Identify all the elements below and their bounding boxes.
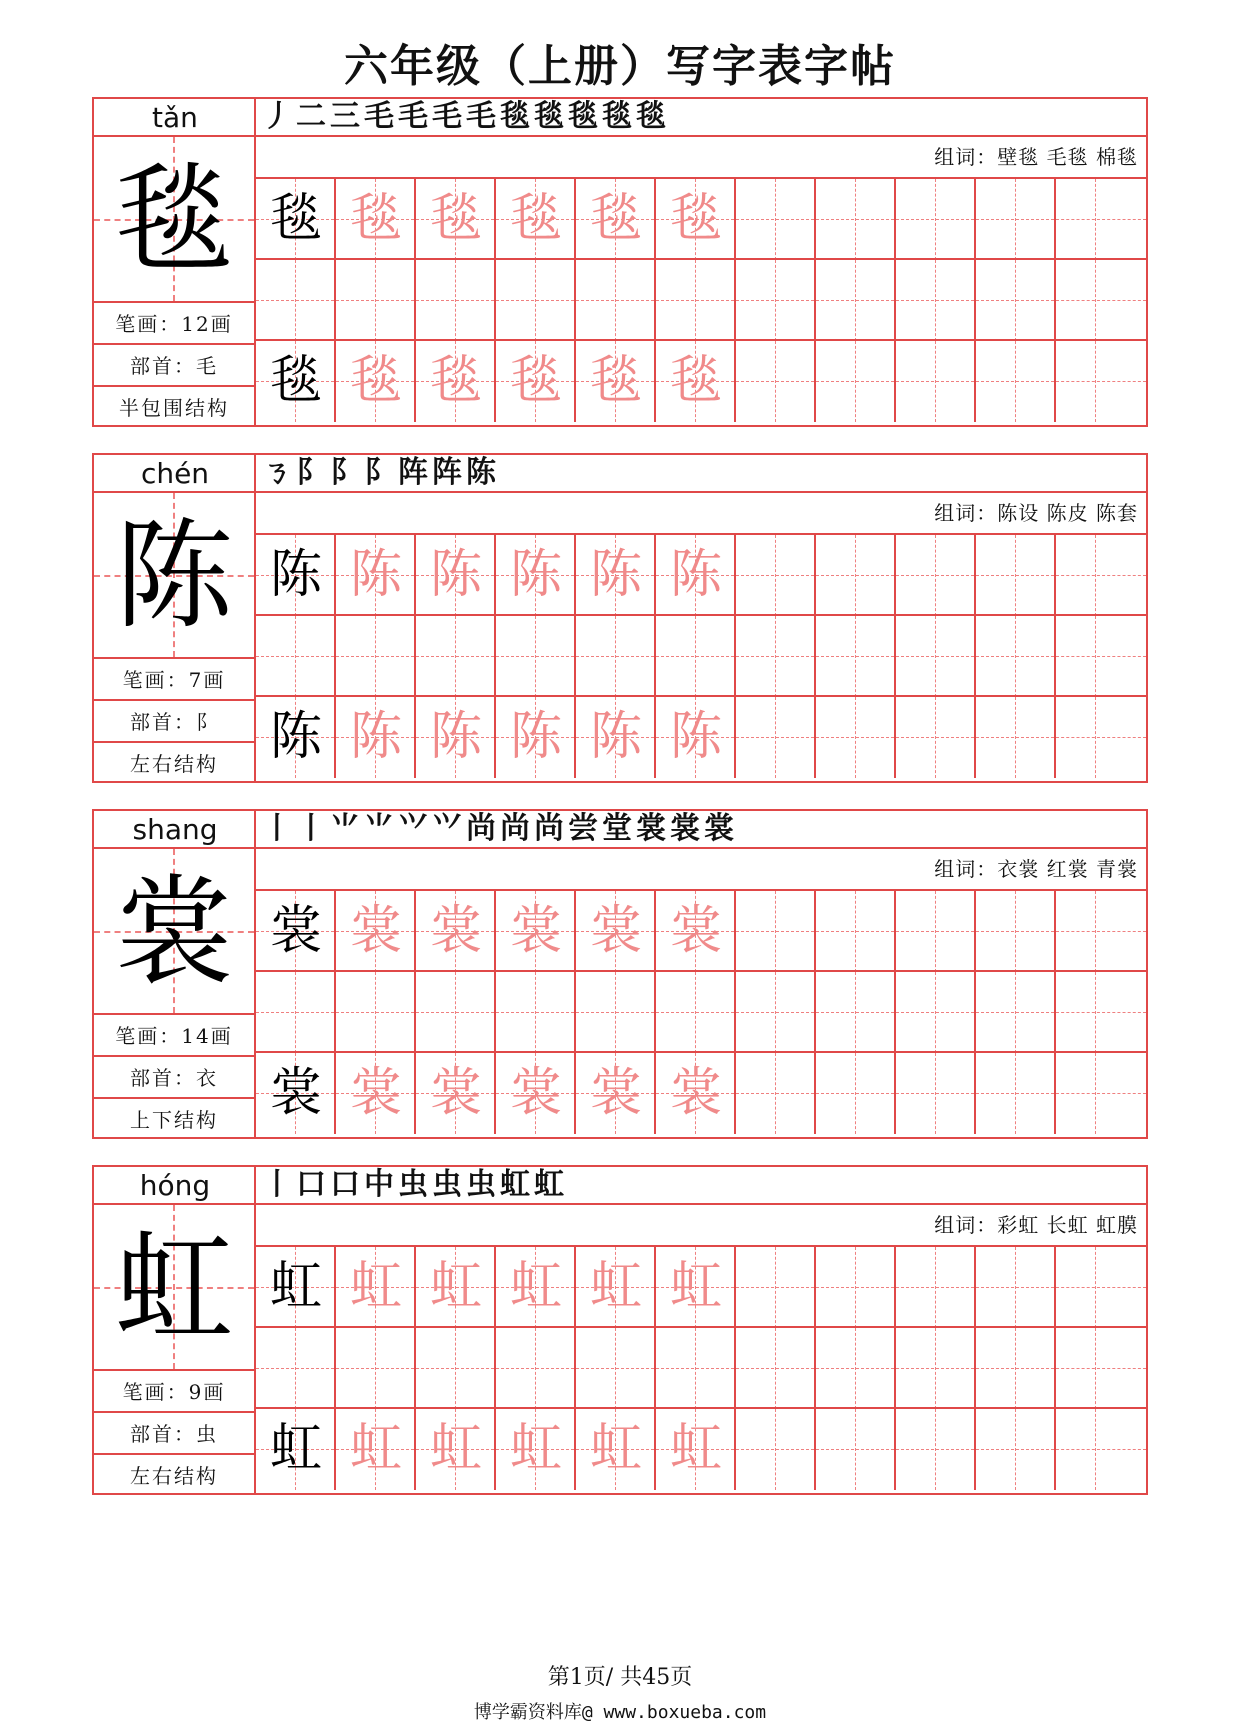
practice-row xyxy=(256,1053,1146,1134)
model-character: 陈 xyxy=(269,545,322,605)
char-block xyxy=(92,809,1148,1139)
practice-cell[interactable] xyxy=(896,616,976,697)
practice-cell[interactable] xyxy=(976,891,1056,972)
trace-character: 毯 xyxy=(429,351,482,411)
pinyin: shang xyxy=(94,811,256,849)
pinyin: tǎn xyxy=(94,99,256,137)
big-char-box xyxy=(94,1205,254,1371)
practice-cell[interactable] xyxy=(976,260,1056,341)
model-character: 裳 xyxy=(269,1063,322,1123)
practice-cell[interactable] xyxy=(816,1247,896,1328)
practice-cell[interactable] xyxy=(416,535,496,616)
word-examples: 组词：陈设 陈皮 陈套 xyxy=(256,493,1146,535)
trace-character: 虹 xyxy=(669,1257,722,1317)
practice-cell[interactable] xyxy=(816,1328,896,1409)
stroke-count: 笔画：12画 xyxy=(94,303,254,345)
practice-cell[interactable] xyxy=(976,1247,1056,1328)
practice-row xyxy=(256,1247,1146,1328)
practice-row xyxy=(256,697,1146,778)
trace-character: 陈 xyxy=(429,707,482,767)
trace-character: 毯 xyxy=(509,189,562,249)
practice-cell[interactable] xyxy=(576,1409,656,1490)
trace-character: 陈 xyxy=(669,707,722,767)
stroke-step: ⺌ xyxy=(330,811,360,846)
practice-cell[interactable] xyxy=(896,260,976,341)
trace-character: 陈 xyxy=(509,707,562,767)
practice-cell[interactable] xyxy=(896,1328,976,1409)
practice-cell[interactable] xyxy=(336,972,416,1053)
pinyin: hóng xyxy=(94,1167,256,1205)
trace-character: 陈 xyxy=(509,545,562,605)
practice-cell[interactable] xyxy=(336,891,416,972)
practice-cell[interactable] xyxy=(576,697,656,778)
stroke-step: 毯 xyxy=(636,99,666,134)
practice-cell[interactable] xyxy=(736,1247,816,1328)
practice-cell[interactable] xyxy=(976,972,1056,1053)
practice-cell[interactable] xyxy=(656,260,736,341)
practice-cell[interactable] xyxy=(816,341,896,422)
practice-cell[interactable] xyxy=(816,535,896,616)
trace-character: 毯 xyxy=(429,189,482,249)
practice-cell[interactable] xyxy=(736,891,816,972)
stroke-step: 裳 xyxy=(704,811,734,846)
practice-cell[interactable] xyxy=(896,1053,976,1134)
practice-cell[interactable] xyxy=(816,179,896,260)
practice-cell[interactable] xyxy=(976,179,1056,260)
practice-cell[interactable] xyxy=(496,891,576,972)
practice-cell[interactable] xyxy=(896,341,976,422)
stroke-step: 陈 xyxy=(466,455,496,490)
practice-cell[interactable] xyxy=(576,891,656,972)
practice-cell[interactable] xyxy=(896,1247,976,1328)
word-examples: 组词：衣裳 红裳 青裳 xyxy=(256,849,1146,891)
practice-cell[interactable] xyxy=(336,1247,416,1328)
model-character: 裳 xyxy=(269,901,322,961)
practice-cell[interactable] xyxy=(1056,697,1146,778)
practice-cell[interactable] xyxy=(656,1247,736,1328)
stroke-step: 裳 xyxy=(670,811,700,846)
trace-character: 裳 xyxy=(429,901,482,961)
stroke-step: 毛 xyxy=(398,99,428,134)
trace-character: 毯 xyxy=(349,189,402,249)
stroke-step: 口 xyxy=(330,1167,360,1202)
radical: 部首：虫 xyxy=(94,1413,254,1455)
stroke-step: 毯 xyxy=(602,99,632,134)
practice-cell[interactable] xyxy=(576,179,656,260)
practice-cell[interactable] xyxy=(576,1328,656,1409)
stroke-step: 二 xyxy=(296,99,326,134)
trace-character: 毯 xyxy=(589,189,642,249)
practice-cell[interactable] xyxy=(656,972,736,1053)
practice-cell[interactable] xyxy=(496,697,576,778)
big-character: 毯 xyxy=(114,151,233,289)
practice-row xyxy=(256,972,1146,1053)
practice-cell[interactable] xyxy=(576,260,656,341)
practice-cell[interactable] xyxy=(736,1409,816,1490)
pinyin: chén xyxy=(94,455,256,493)
practice-cell[interactable] xyxy=(256,697,336,778)
practice-cell[interactable] xyxy=(416,1409,496,1490)
trace-character: 裳 xyxy=(349,901,402,961)
stroke-step: 毛 xyxy=(466,99,496,134)
stroke-step: 尝 xyxy=(568,811,598,846)
practice-cell[interactable] xyxy=(896,1409,976,1490)
practice-cell[interactable] xyxy=(816,616,896,697)
practice-cell[interactable] xyxy=(256,616,336,697)
stroke-step: 口 xyxy=(296,1167,326,1202)
practice-cell[interactable] xyxy=(1056,616,1146,697)
practice-cell[interactable] xyxy=(576,972,656,1053)
practice-cell[interactable] xyxy=(816,1053,896,1134)
trace-character: 裳 xyxy=(429,1063,482,1123)
trace-character: 裳 xyxy=(349,1063,402,1123)
radical: 部首：阝 xyxy=(94,701,254,743)
trace-character: 陈 xyxy=(429,545,482,605)
stroke-step: ⺌ xyxy=(364,811,394,846)
trace-character: 裳 xyxy=(669,1063,722,1123)
trace-character: 虹 xyxy=(669,1419,722,1479)
practice-cell[interactable] xyxy=(336,1328,416,1409)
practice-area xyxy=(256,1167,1146,1493)
stroke-step: 阵 xyxy=(398,455,428,490)
trace-character: 虹 xyxy=(429,1419,482,1479)
trace-character: 陈 xyxy=(349,707,402,767)
practice-cell[interactable] xyxy=(256,972,336,1053)
practice-cell[interactable] xyxy=(736,179,816,260)
stroke-step: 阝 xyxy=(296,455,326,490)
practice-cell[interactable] xyxy=(896,697,976,778)
stroke-step: 虫 xyxy=(398,1167,428,1202)
practice-cell[interactable] xyxy=(496,341,576,422)
trace-character: 裳 xyxy=(589,1063,642,1123)
practice-cell[interactable] xyxy=(976,1409,1056,1490)
practice-cell[interactable] xyxy=(736,535,816,616)
stroke-count: 笔画：14画 xyxy=(94,1015,254,1057)
practice-cell[interactable] xyxy=(976,341,1056,422)
practice-cell[interactable] xyxy=(816,1409,896,1490)
practice-cell[interactable] xyxy=(256,1328,336,1409)
stroke-step: 中 xyxy=(364,1167,394,1202)
practice-cell[interactable] xyxy=(816,891,896,972)
practice-cell[interactable] xyxy=(496,1409,576,1490)
trace-character: 虹 xyxy=(349,1257,402,1317)
practice-cell[interactable] xyxy=(496,260,576,341)
practice-cell[interactable] xyxy=(496,972,576,1053)
trace-character: 陈 xyxy=(349,545,402,605)
structure: 半包围结构 xyxy=(119,396,229,420)
stroke-step: 尚 xyxy=(534,811,564,846)
practice-area xyxy=(256,811,1146,1137)
practice-cell[interactable] xyxy=(816,260,896,341)
practice-cell[interactable] xyxy=(1056,1409,1146,1490)
trace-character: 毯 xyxy=(349,351,402,411)
practice-cell[interactable] xyxy=(256,1053,336,1134)
practice-cell[interactable] xyxy=(416,260,496,341)
practice-cell[interactable] xyxy=(576,535,656,616)
practice-cell[interactable] xyxy=(416,616,496,697)
practice-cell[interactable] xyxy=(416,972,496,1053)
practice-cell[interactable] xyxy=(656,697,736,778)
practice-cell[interactable] xyxy=(256,341,336,422)
practice-cell[interactable] xyxy=(736,260,816,341)
page-number: 第1页/ 共45页 xyxy=(547,1665,693,1690)
stroke-step: 虹 xyxy=(534,1167,564,1202)
structure: 左右结构 xyxy=(130,752,218,776)
practice-row xyxy=(256,891,1146,972)
practice-cell[interactable] xyxy=(1056,972,1146,1053)
practice-cell[interactable] xyxy=(976,535,1056,616)
stroke-step: ㄋ xyxy=(262,455,292,490)
structure: 上下结构 xyxy=(130,1108,218,1132)
trace-character: 毯 xyxy=(669,189,722,249)
char-info-panel xyxy=(94,1167,256,1493)
word-examples: 组词：彩虹 长虹 虹膜 xyxy=(256,1205,1146,1247)
practice-cell[interactable] xyxy=(256,179,336,260)
trace-character: 虹 xyxy=(589,1419,642,1479)
stroke-step: 阵 xyxy=(432,455,462,490)
structure: 左右结构 xyxy=(130,1464,218,1488)
practice-cell[interactable] xyxy=(736,341,816,422)
stroke-step: 毯 xyxy=(534,99,564,134)
practice-cell[interactable] xyxy=(256,891,336,972)
practice-cell[interactable] xyxy=(416,179,496,260)
trace-character: 虹 xyxy=(349,1419,402,1479)
trace-character: 陈 xyxy=(589,545,642,605)
practice-cell[interactable] xyxy=(1056,1328,1146,1409)
char-block xyxy=(92,1165,1148,1495)
practice-cell[interactable] xyxy=(496,535,576,616)
big-char-box xyxy=(94,137,254,303)
trace-character: 裳 xyxy=(589,901,642,961)
trace-character: 毯 xyxy=(509,351,562,411)
trace-character: 裳 xyxy=(509,901,562,961)
stroke-step: 虹 xyxy=(500,1167,530,1202)
practice-cell[interactable] xyxy=(896,891,976,972)
stroke-step: 丨 xyxy=(296,811,326,846)
practice-cell[interactable] xyxy=(496,1053,576,1134)
practice-cell[interactable] xyxy=(336,341,416,422)
stroke-order-row xyxy=(256,455,1146,493)
practice-cell[interactable] xyxy=(416,1247,496,1328)
stroke-step: 毛 xyxy=(432,99,462,134)
practice-cell[interactable] xyxy=(416,891,496,972)
practice-cell[interactable] xyxy=(1056,341,1146,422)
practice-cell[interactable] xyxy=(976,1053,1056,1134)
practice-cell[interactable] xyxy=(1056,891,1146,972)
practice-cell[interactable] xyxy=(656,1409,736,1490)
practice-cell[interactable] xyxy=(816,697,896,778)
practice-cell[interactable] xyxy=(656,891,736,972)
stroke-step: 三 xyxy=(330,99,360,134)
practice-cell[interactable] xyxy=(576,1053,656,1134)
practice-cell[interactable] xyxy=(1056,260,1146,341)
stroke-step: 毛 xyxy=(364,99,394,134)
practice-cell[interactable] xyxy=(416,1328,496,1409)
practice-cell[interactable] xyxy=(256,1247,336,1328)
practice-cell[interactable] xyxy=(816,972,896,1053)
char-info-panel xyxy=(94,455,256,781)
big-char-box xyxy=(94,493,254,659)
char-block xyxy=(92,97,1148,427)
trace-character: 陈 xyxy=(589,707,642,767)
practice-cell[interactable] xyxy=(736,616,816,697)
practice-cell[interactable] xyxy=(1056,535,1146,616)
stroke-step: 尚 xyxy=(466,811,496,846)
practice-row xyxy=(256,179,1146,260)
practice-cell[interactable] xyxy=(976,697,1056,778)
stroke-step: 毯 xyxy=(568,99,598,134)
site-footer: 博学霸资料库@ www.boxueba.com xyxy=(473,1702,767,1723)
practice-area xyxy=(256,99,1146,425)
practice-cell[interactable] xyxy=(1056,179,1146,260)
stroke-step: 阝 xyxy=(330,455,360,490)
practice-cell[interactable] xyxy=(656,179,736,260)
stroke-step: 丨 xyxy=(262,1167,292,1202)
practice-cell[interactable] xyxy=(576,1247,656,1328)
stroke-step: 丨 xyxy=(262,811,292,846)
practice-cell[interactable] xyxy=(256,535,336,616)
practice-cell[interactable] xyxy=(976,1328,1056,1409)
practice-row xyxy=(256,616,1146,697)
stroke-step: 裳 xyxy=(636,811,666,846)
practice-cell[interactable] xyxy=(736,1328,816,1409)
big-character: 虹 xyxy=(114,1219,233,1357)
stroke-step: 堂 xyxy=(602,811,632,846)
trace-character: 陈 xyxy=(669,545,722,605)
trace-character: 虹 xyxy=(509,1419,562,1479)
char-info-panel xyxy=(94,811,256,1137)
practice-cell[interactable] xyxy=(896,179,976,260)
practice-cell[interactable] xyxy=(736,1053,816,1134)
stroke-count: 笔画：7画 xyxy=(94,659,254,701)
practice-cell[interactable] xyxy=(576,616,656,697)
model-character: 毯 xyxy=(269,351,322,411)
stroke-step: 毯 xyxy=(500,99,530,134)
model-character: 陈 xyxy=(269,707,322,767)
practice-cell[interactable] xyxy=(736,697,816,778)
big-character: 陈 xyxy=(114,507,233,645)
practice-cell[interactable] xyxy=(256,1409,336,1490)
radical: 部首：衣 xyxy=(94,1057,254,1099)
stroke-order-row xyxy=(256,811,1146,849)
practice-cell[interactable] xyxy=(656,1328,736,1409)
trace-character: 裳 xyxy=(509,1063,562,1123)
stroke-step: 虫 xyxy=(432,1167,462,1202)
practice-cell[interactable] xyxy=(336,535,416,616)
practice-cell[interactable] xyxy=(336,697,416,778)
stroke-step: 丿 xyxy=(262,99,292,134)
radical: 部首：毛 xyxy=(94,345,254,387)
practice-cell[interactable] xyxy=(416,341,496,422)
practice-cell[interactable] xyxy=(496,1328,576,1409)
stroke-step: 虫 xyxy=(466,1167,496,1202)
stroke-order-row xyxy=(256,1167,1146,1205)
practice-cell[interactable] xyxy=(656,341,736,422)
practice-cell[interactable] xyxy=(256,260,336,341)
trace-character: 虹 xyxy=(509,1257,562,1317)
practice-cell[interactable] xyxy=(736,972,816,1053)
trace-character: 毯 xyxy=(669,351,722,411)
page-title: 六年级（上册）写字表字帖 xyxy=(344,41,896,92)
practice-cell[interactable] xyxy=(576,341,656,422)
stroke-step: ⺍ xyxy=(432,811,462,846)
practice-row xyxy=(256,535,1146,616)
practice-cell[interactable] xyxy=(496,616,576,697)
practice-cell[interactable] xyxy=(1056,1053,1146,1134)
model-character: 虹 xyxy=(269,1257,322,1317)
stroke-step: 尚 xyxy=(500,811,530,846)
practice-cell[interactable] xyxy=(336,179,416,260)
stroke-order-row xyxy=(256,99,1146,137)
char-info-panel xyxy=(94,99,256,425)
practice-area xyxy=(256,455,1146,781)
char-block xyxy=(92,453,1148,783)
practice-cell[interactable] xyxy=(336,260,416,341)
big-character: 裳 xyxy=(114,863,233,1001)
stroke-step: 阝 xyxy=(364,455,394,490)
practice-row xyxy=(256,341,1146,422)
practice-cell[interactable] xyxy=(336,616,416,697)
trace-character: 虹 xyxy=(429,1257,482,1317)
practice-cell[interactable] xyxy=(656,1053,736,1134)
practice-cell[interactable] xyxy=(496,1247,576,1328)
trace-character: 毯 xyxy=(589,351,642,411)
practice-cell[interactable] xyxy=(656,616,736,697)
practice-cell[interactable] xyxy=(336,1409,416,1490)
model-character: 毯 xyxy=(269,189,322,249)
stroke-count: 笔画：9画 xyxy=(94,1371,254,1413)
practice-cell[interactable] xyxy=(496,179,576,260)
word-examples: 组词：壁毯 毛毯 棉毯 xyxy=(256,137,1146,179)
practice-cell[interactable] xyxy=(416,1053,496,1134)
practice-cell[interactable] xyxy=(656,535,736,616)
practice-cell[interactable] xyxy=(336,1053,416,1134)
practice-cell[interactable] xyxy=(976,616,1056,697)
practice-cell[interactable] xyxy=(896,972,976,1053)
stroke-step: ⺍ xyxy=(398,811,428,846)
model-character: 虹 xyxy=(269,1419,322,1479)
trace-character: 虹 xyxy=(589,1257,642,1317)
trace-character: 裳 xyxy=(669,901,722,961)
practice-cell[interactable] xyxy=(896,535,976,616)
practice-row xyxy=(256,1409,1146,1490)
practice-row xyxy=(256,260,1146,341)
big-char-box xyxy=(94,849,254,1015)
practice-cell[interactable] xyxy=(1056,1247,1146,1328)
practice-row xyxy=(256,1328,1146,1409)
practice-cell[interactable] xyxy=(416,697,496,778)
